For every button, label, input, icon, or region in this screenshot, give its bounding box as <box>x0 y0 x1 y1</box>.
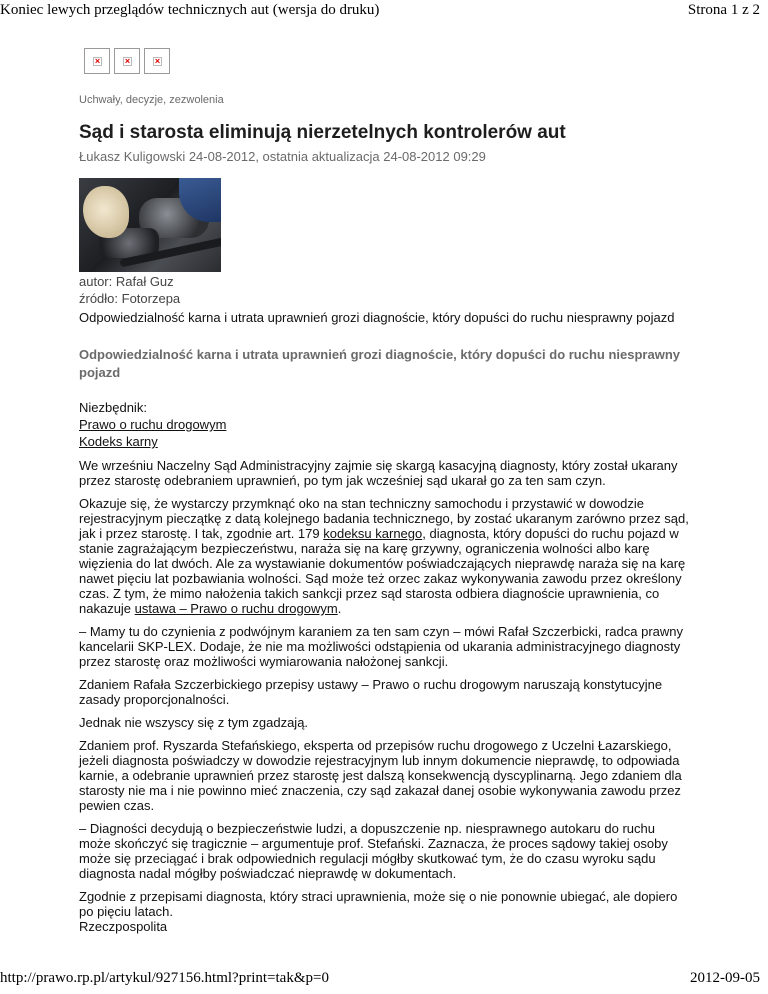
article-byline: Łukasz Kuligowski 24-08-2012, ostatnia aktualizacja 24-08-2012 09:29 <box>79 149 486 164</box>
photo-lead: Odpowiedzialność karna i utrata uprawnień grozi diagnoście, który dopuści do ruchu niesprawny pojazd <box>79 310 675 325</box>
print-header-title: Koniec lewych przeglądów technicznych aut (wersja do druku) <box>0 2 380 18</box>
paragraph-2-text-a: Okazuje się, że wystarczy przymknąć oko na stan techniczny samochodu i przystawić w dowodzie rejestracyjnym pieczątkę z datą kolejnego badania technicznego, by zostać ukaranym zarówno przez sąd, jak i przez starostę. I tak, zgodnie art. 179 <box>79 496 689 541</box>
article-lead: Odpowiedzialność karna i utrata uprawnień grozi diagnoście, który dopuści do ruchu niesprawny pojazd <box>79 347 680 380</box>
link-kodeks-karny[interactable]: Kodeks karny <box>79 434 158 449</box>
photo-source: źródło: Fotorzepa <box>79 291 181 306</box>
print-header <box>0 2 768 22</box>
print-footer <box>0 970 768 990</box>
link-ustawa-prawo-o-ruchu-drogowym[interactable]: ustawa – Prawo o ruchu drogowym <box>134 601 338 616</box>
paragraph-2-text-b: , diagnosta, który dopuści do ruchu pojazd w stanie zagrażającym bezpieczeństwu, naraża się na karę grzywny, ograniczenia wolności albo karę więzienia do lat dwóch. Ale za wystawianie dokumentów poświadczających nieprawdę naraża się na karę nawet pięciu lat pozbawiania wolności. Sąd może też orzec zakaz wykonywania zawodu przez określony czas. Z tym, że mimo nałożenia takich sankcji przez sąd starosta odbiera diagnoście uprawnienia, co nakazuje <box>79 526 686 616</box>
paragraph-5: Jednak nie wszyscy się z tym zgadzają. <box>79 715 309 730</box>
article-photo <box>79 178 221 272</box>
article-title: Sąd i starosta eliminują nierzetelnych kontrolerów aut <box>79 122 566 143</box>
photo-author: autor: Rafał Guz <box>79 274 174 289</box>
article <box>79 48 689 934</box>
paragraph-1: We wrześniu Naczelny Sąd Administracyjny zajmie się skargą kasacyjną diagnosty, który został ukarany przez starostę odebraniem uprawnień, po tym jak wcześniej sąd ukarał go za ten sam czyn. <box>79 458 678 488</box>
paragraph-4: Zdaniem Rafała Szczerbickiego przepisy ustawy – Prawo o ruchu drogowym naruszają konstytucyjne zasady proporcjonalności. <box>79 677 663 707</box>
print-header-page: Strona 1 z 2 <box>687 2 760 18</box>
paragraph-2 <box>79 496 689 616</box>
paragraph-8: Zgodnie z przepisami diagnosta, który straci uprawnienia, może się o nie ponownie ubiegać, ale dopiero po pięciu latach. <box>79 889 678 919</box>
paragraph-7: – Diagności decydują o bezpieczeństwie ludzi, a dopuszczenie np. niesprawnego autokaru do ruchu może skończyć się tragicznie – argumentuje prof. Stefański. Zaznacza, że proces sądowy takiej osoby może się przeciągać i brak odpowiednich regulacji mógłby skutkować tym, że do czasu wyroku sądu diagnosta nadal mógłby poświadczać nieprawdę w dokumentach. <box>79 821 668 881</box>
article-category: Uchwały, decyzje, zezwolenia <box>79 94 224 106</box>
print-footer-date: 2012-09-05 <box>690 970 760 986</box>
broken-image-icon[interactable]: × <box>114 48 140 74</box>
broken-image-row <box>84 48 689 74</box>
broken-image-icon[interactable]: × <box>84 48 110 74</box>
link-prawo-o-ruchu-drogowym[interactable]: Prawo o ruchu drogowym <box>79 417 227 432</box>
print-footer-url: http://prawo.rp.pl/artykul/927156.html?print=tak&p=0 <box>0 970 329 986</box>
paragraph-2-text-c: . <box>337 601 342 616</box>
link-kodeksu-karnego[interactable]: kodeksu karnego <box>323 526 423 541</box>
paragraph-3: – Mamy tu do czynienia z podwójnym karaniem za ten sam czyn – mówi Rafał Szczerbicki, radca prawny kancelarii SKP-LEX. Dodaje, że nie ma możliwości odstąpienia od ukarania administracyjnego diagnosty przez starostę oraz możliwości wymiarowania nałożonej sankcji. <box>79 624 684 669</box>
broken-image-icon[interactable]: × <box>144 48 170 74</box>
niezbednik <box>79 399 689 450</box>
paragraph-6: Zdaniem prof. Ryszarda Stefańskiego, eksperta od przepisów ruchu drogowego z Uczelni Łazarskiego, jeżeli diagnosta poświadczy w dowodzie rejestracyjnym lub innym dokumencie nieprawdę, to odpowiada karnie, a odebranie uprawnień przez starostę jest dalszą konsekwencją dyscyplinarną. Jego zdaniem dla starosty nie ma i nie powinno mieć znaczenia, czy sąd zakazał danej osobie wykonywania zawodu przez pewien czas. <box>79 738 682 813</box>
article-source: Rzeczpospolita <box>79 919 168 934</box>
niezbednik-label: Niezbędnik: <box>79 400 147 415</box>
